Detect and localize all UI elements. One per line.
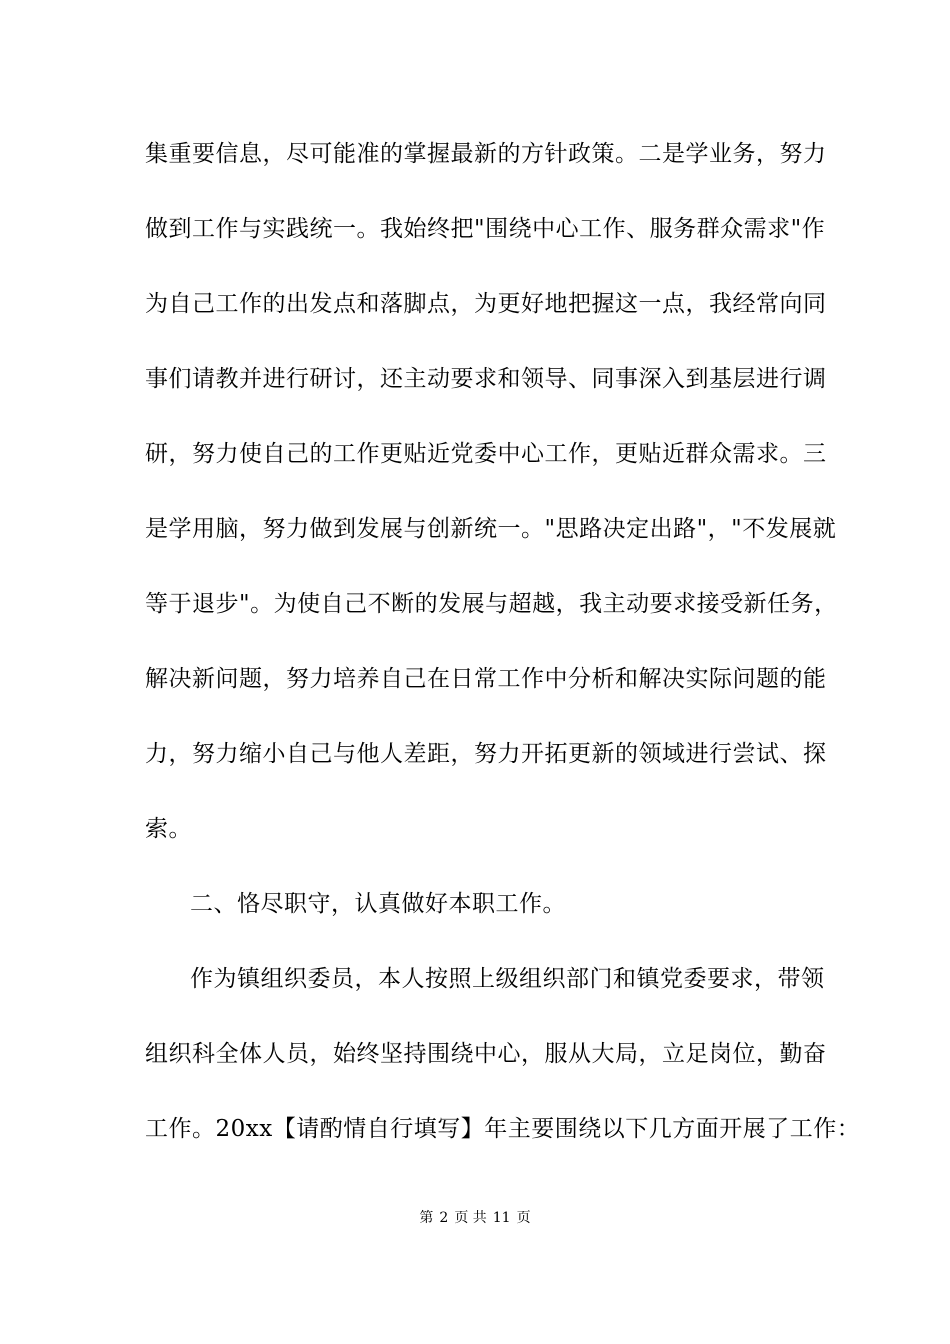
paragraph-line-14: 工作。20xx【请酌情自行填写】年主要围绕以下几方面开展了工作： — [145, 1116, 861, 1142]
paragraph-line-6: 是学用脑，努力做到发展与创新统一。"思路决定出路"，"不发展就 — [145, 516, 837, 542]
paragraph-line-4: 事们请教并进行研讨，还主动要求和领导、同事深入到基层进行调 — [145, 366, 827, 392]
paragraph-line-1: 集重要信息，尽可能准的掌握最新的方针政策。二是学业务，努力 — [145, 141, 827, 167]
footer-prefix: 第 — [419, 1210, 434, 1226]
paragraph-line-7: 等于退步"。为使自己不断的发展与超越，我主动要求接受新任务， — [145, 591, 838, 617]
paragraph-line-5: 研，努力使自己的工作更贴近党委中心工作，更贴近群众需求。三 — [145, 441, 827, 467]
paragraph-line-8: 解决新问题，努力培养自己在日常工作中分析和解决实际问题的能 — [145, 666, 827, 692]
footer-current-page: 2 — [439, 1210, 449, 1226]
paragraph-line-12: 作为镇组织委员，本人按照上级组织部门和镇党委要求，带领 — [190, 966, 825, 992]
paragraph-line-10: 索。 — [145, 816, 192, 842]
paragraph-line-2: 做到工作与实践统一。我始终把"围绕中心工作、服务群众需求"作 — [145, 216, 826, 242]
footer-suffix: 页 — [516, 1210, 531, 1226]
section-heading: 二、恪尽职守，认真做好本职工作。 — [190, 891, 566, 917]
paragraph-line-9: 力，努力缩小自己与他人差距，努力开拓更新的领域进行尝试、探 — [145, 741, 827, 767]
footer-total-pages: 11 — [492, 1210, 511, 1226]
paragraph-line-13: 组织科全体人员，始终坚持围绕中心，服从大局，立足岗位，勤奋 — [145, 1041, 827, 1067]
page-footer — [0, 1208, 950, 1228]
paragraph-line-3: 为自己工作的出发点和落脚点，为更好地把握这一点，我经常向同 — [145, 291, 827, 317]
footer-mid: 页 共 — [454, 1210, 487, 1226]
